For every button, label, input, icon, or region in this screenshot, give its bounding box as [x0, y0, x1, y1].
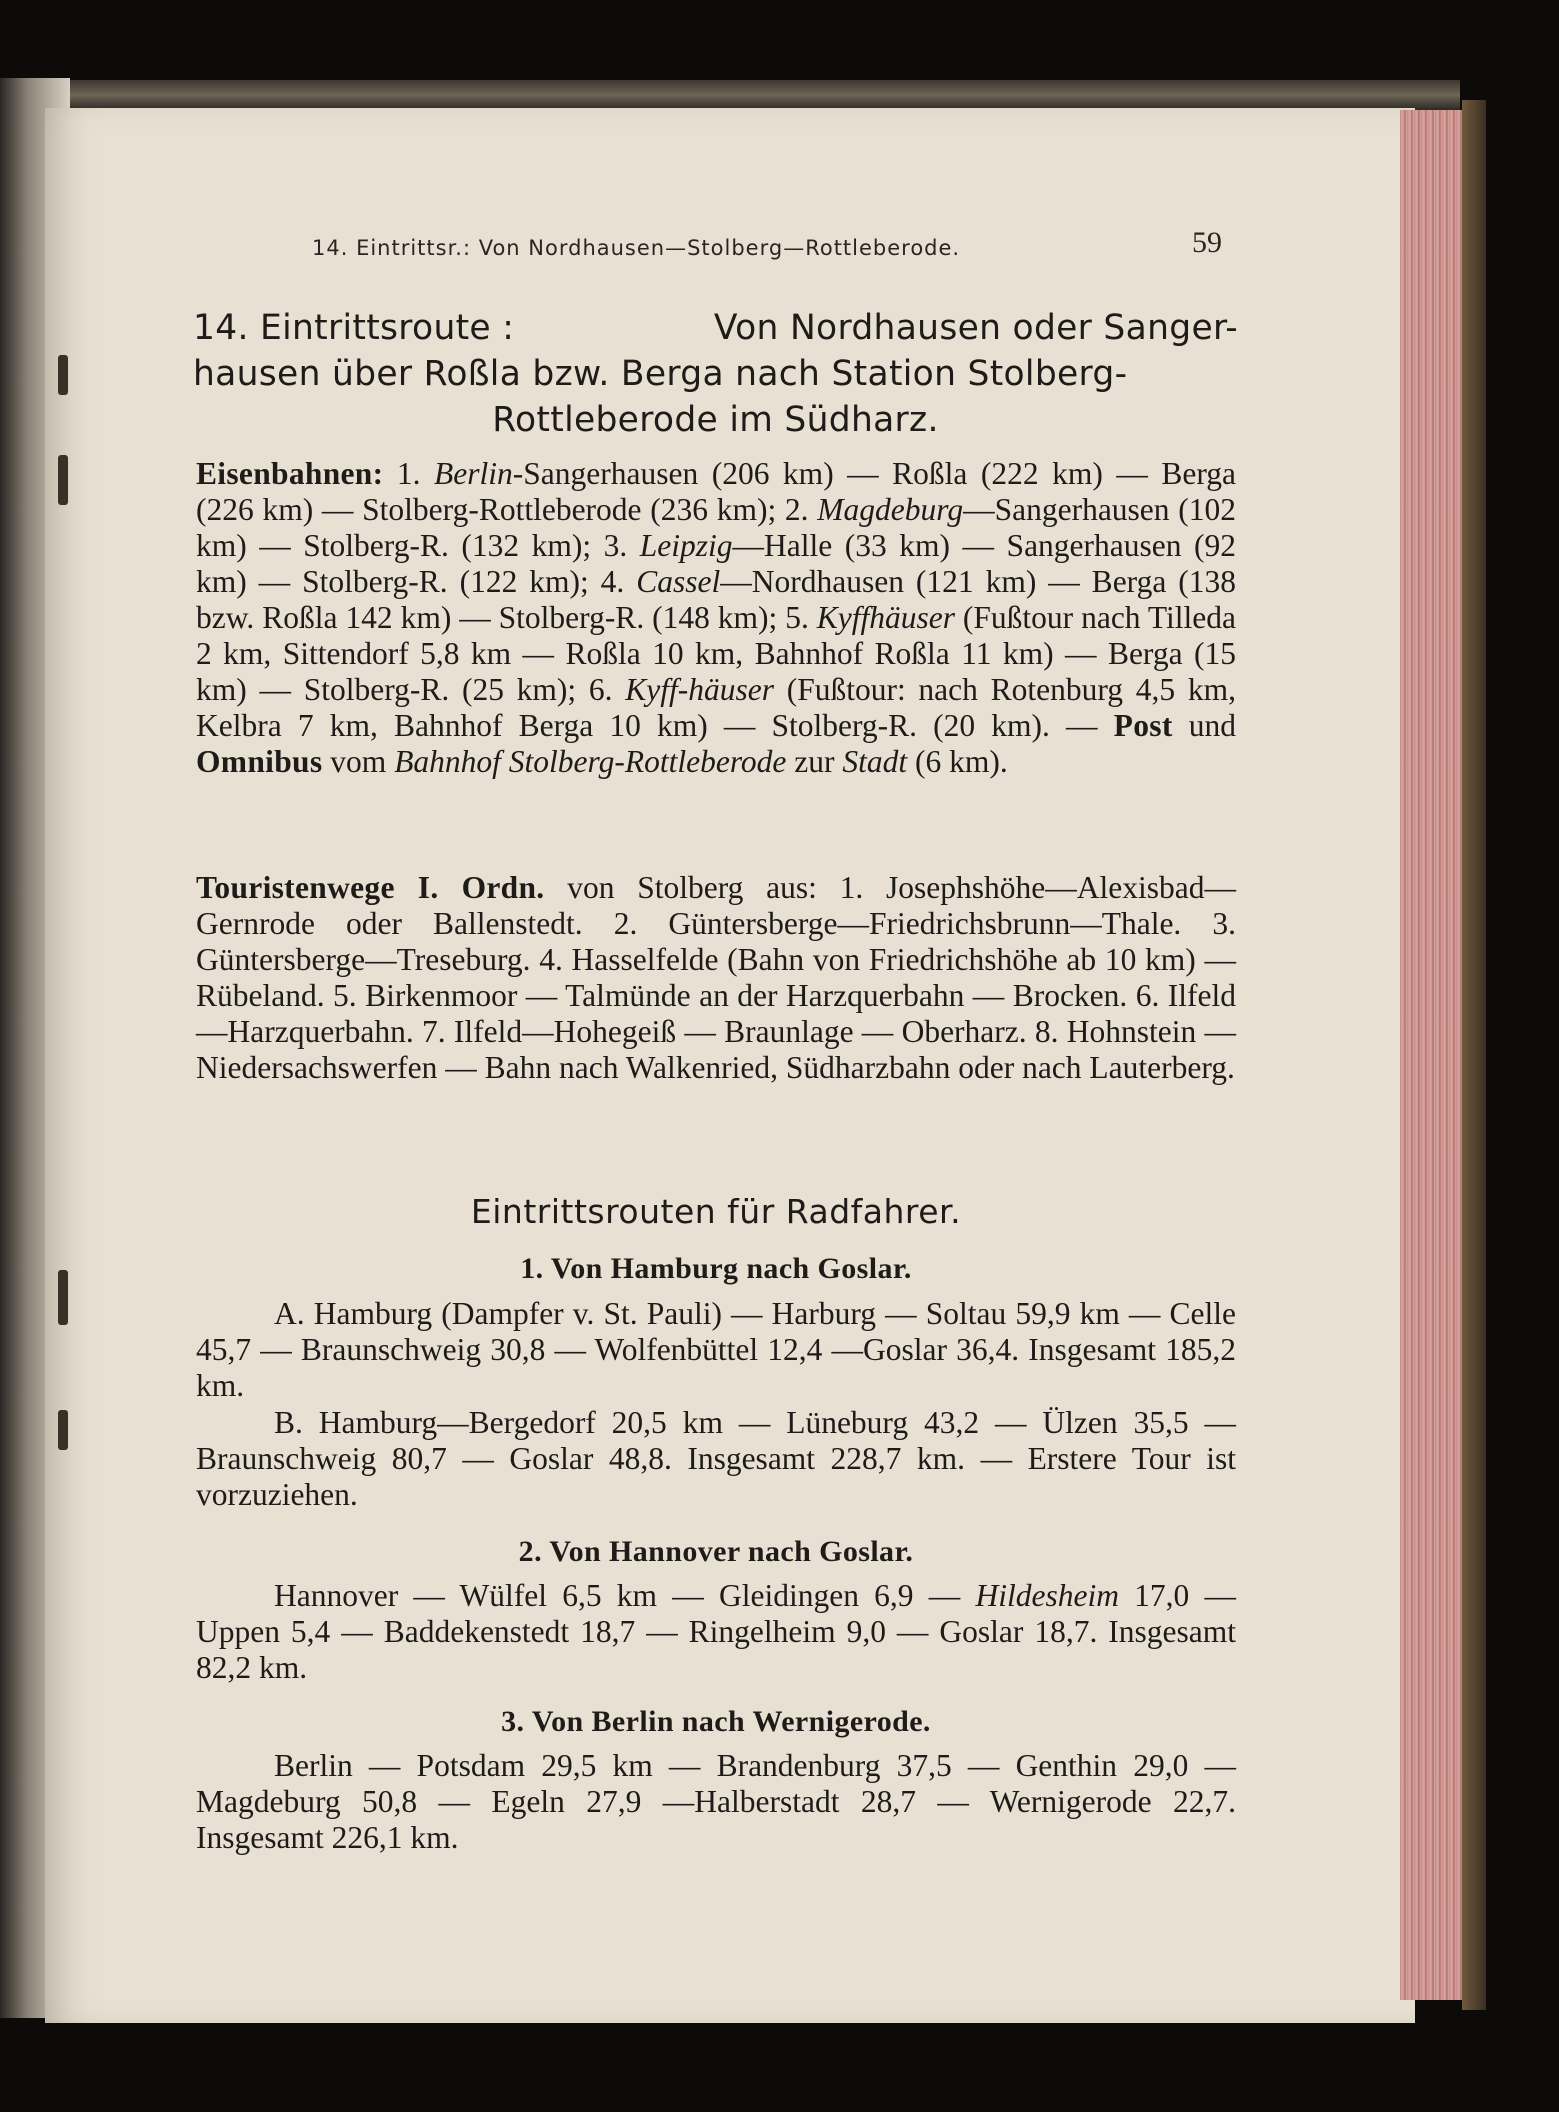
text-run: —Halle (33 km) — Sangerhausen (92 km) — Stolberg-R. (122 km); 4.: [196, 528, 1236, 599]
touristenwege-paragraph: [196, 870, 1236, 1086]
text-run: Hannover — Wülfel 6,5 km — Gleidingen 6,9 —: [274, 1578, 976, 1613]
eisenbahnen-lead: Eisenbahnen:: [196, 456, 384, 491]
text-run: —Sangerhausen (102 km) — Stolberg-R. (132 km); 3.: [196, 492, 1236, 563]
route-heading-line3: Rottleberode im Südharz.: [492, 400, 939, 440]
book-top-edge: [0, 80, 1460, 110]
place-leipzig: Leipzig: [639, 528, 733, 563]
text-run: 1.: [383, 456, 435, 491]
place-kyffhaeuser: Kyff-häuser: [625, 672, 774, 707]
text-run: (Fußtour nach Tilleda 2 km, Sittendorf 5,8 km — Roßla 10 km, Bahnhof Roßla 11 km) — Berga (15 km) — Stolberg-R. (25 km); 6.: [196, 600, 1237, 707]
margin-mark: [58, 1270, 68, 1325]
text-run: (Fußtour: nach Rotenburg 4,5 km, Kelbra 7 km, Bahnhof Berga 10 km) — Stolberg-R. (20 km). —: [196, 672, 1236, 743]
text-run: und: [1172, 708, 1237, 743]
route-title-3: 3. Von Berlin nach Wernigerode.: [501, 1705, 931, 1738]
route-3-text: Berlin — Potsdam 29,5 km — Brandenburg 37,5 — Genthin 29,0 — Magdeburg 50,8 — Egeln 27,9 —Halberstadt 28,7 — Wernigerode 22,7. Insgesamt 226,1 km.: [196, 1748, 1236, 1855]
text-run: 17,0 — Uppen 5,4 — Baddekenstedt 18,7 — Ringelheim 9,0 — Goslar 18,7. Insgesamt 82,2 km.: [196, 1578, 1237, 1685]
text-run: —Nordhausen (121 km) — Berga (138 bzw. Roßla 142 km) — Stolberg-R. (148 km); 5.: [196, 564, 1236, 635]
route-heading-number: 14. Eintrittsroute :: [193, 308, 515, 348]
post-label: Post: [1113, 708, 1173, 743]
place-stadt: Stadt: [842, 744, 908, 779]
book-cover-edge: [1462, 100, 1486, 2010]
touristenwege-lead: Touristenwege I. Ordn.: [196, 870, 545, 905]
place-berlin: Berlin: [434, 456, 513, 491]
margin-mark: [58, 355, 68, 395]
margin-mark: [58, 455, 68, 505]
place-kyffhaeuser: Kyffhäuser: [816, 600, 955, 635]
text-run: -Sangerhausen (206 km) — Roßla (222 km) — Berga (226 km) — Stolberg-Rottleberode (236 km); 2.: [196, 456, 1236, 527]
touristenwege-text: von Stolberg aus: 1. Josephshöhe—Alexisbad—Gernrode oder Ballenstedt. 2. Güntersberge—Friedrichsbrunn—Thale. 3. Güntersberge—Treseburg. 4. Hasselfelde (Bahn von Friedrichshöhe ab 10 km) — Rübeland. 5. Birkenmoor — Talmünde an der Harzquerbahn — Brocken. 6. Ilfeld—Harzquerbahn. 7. Ilfeld—Hohegeiß — Braunlage — Oberharz. 8. Hohnstein — Niedersachswerfen — Bahn nach Walkenried, Südharzbahn oder nach Lauterberg.: [196, 870, 1236, 1085]
text-run: zur: [786, 744, 843, 779]
radfahrer-heading: Eintrittsrouten für Radfahrer.: [470, 1192, 962, 1231]
page-number: 59: [1192, 226, 1222, 259]
running-head: 14. Eintrittsr.: Von Nordhausen—Stolberg—Rottleberode.: [312, 236, 961, 260]
margin-mark: [58, 1410, 68, 1450]
page-edges: [1400, 110, 1468, 2000]
route-1b-text: B. Hamburg—Bergedorf 20,5 km — Lüneburg 43,2 — Ülzen 35,5 — Braunschweig 80,7 — Goslar 48,8. Insgesamt 228,7 km. — Erstere Tour ist vorzuziehen.: [196, 1405, 1236, 1512]
text-run: (6 km).: [907, 744, 1008, 779]
route-title-2: 2. Von Hannover nach Goslar.: [518, 1535, 914, 1568]
route-heading-line2: hausen über Roßla bzw. Berga nach Station Stolberg-: [193, 354, 1128, 394]
eisenbahnen-paragraph: [196, 456, 1236, 780]
route-2-text: [196, 1578, 1236, 1686]
route-1a-text: A. Hamburg (Dampfer v. St. Pauli) — Harburg — Soltau 59,9 km — Celle 45,7 — Braunschweig 30,8 — Wolfenbüttel 12,4 —Goslar 36,4. Insgesamt 185,2 km.: [196, 1296, 1236, 1403]
place-bahnhof: Bahnhof Stolberg-Rottleberode: [394, 744, 787, 779]
place-hildesheim: Hildesheim: [975, 1578, 1119, 1613]
text-run: vom: [322, 744, 395, 779]
route-heading: [193, 305, 1238, 443]
route-heading-line1: Von Nordhausen oder Sanger-: [713, 308, 1238, 348]
omnibus-label: Omnibus: [196, 744, 323, 779]
place-magdeburg: Magdeburg: [817, 492, 964, 527]
route-title-1: 1. Von Hamburg nach Goslar.: [520, 1252, 912, 1285]
place-cassel: Cassel: [636, 564, 721, 599]
